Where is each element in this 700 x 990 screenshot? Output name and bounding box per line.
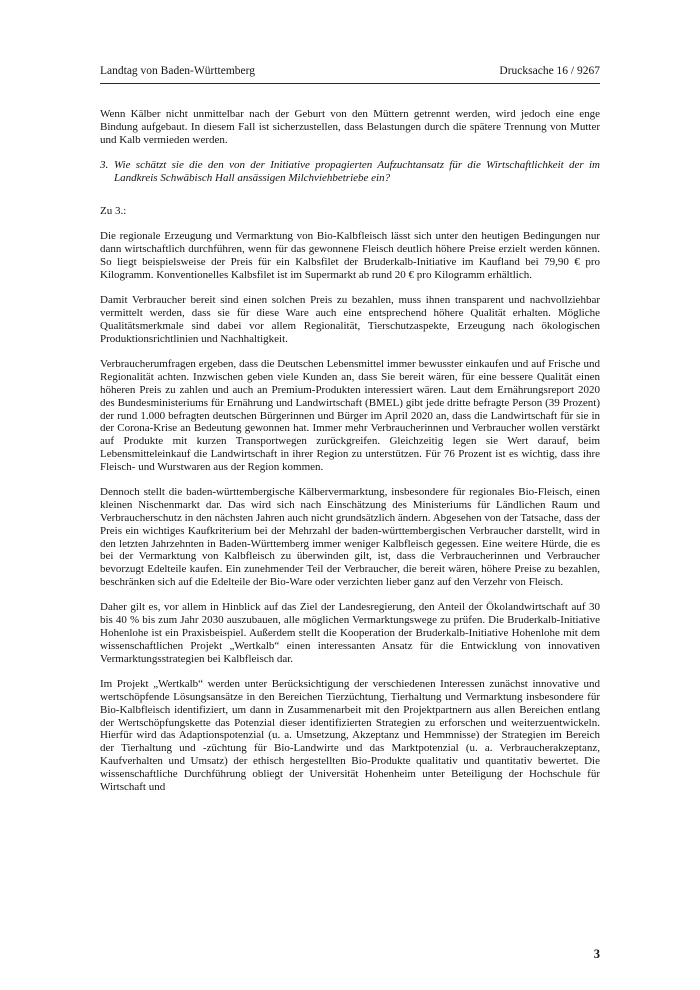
document-body <box>100 108 600 793</box>
question-number: 3. <box>100 159 109 172</box>
page-number: 3 <box>593 947 600 961</box>
body-paragraph: Damit Verbraucher bereit sind einen solchen Preis zu bezahlen, muss ihnen transparent und nachvollziehbar vermittelt werden, dass sie für diese Ware auch eine entsprechend höhere Qualität erhalten. Mögliche Qualitätsmerkmale sind dabei vor allem Regionalität, Tierschutzaspekte, Erzeugung nach ökologischen Produktionsrichtlinien und Nachhaltigkeit. <box>100 294 600 345</box>
body-paragraph: Dennoch stellt die baden-württembergische Kälbervermarktung, insbesondere für regionales Bio-Fleisch, einen kleinen Nischenmarkt dar. Das wird sich nach Einschätzung des Ministeriums für Ländlichen Raum und Verbraucherschutz in den nächsten Jahren auch nicht grundsätzlich ändern. Abgesehen von der Tatsache, dass der Preis ein wichtiges Kaufkriterium bei der Mehrzahl der baden-württembergischen Verbraucher darstellt, wird in den letzten Jahrzehnten in Baden-Württemberg immer weniger Kalbfleisch gegessen. Eine weitere Hürde, die es bei der Vermarktung von Kalbfleisch zu überwinden gilt, ist, dass die Verbraucherinnen und Verbraucher bevorzugt Edelteile kaufen. Ein zunehmender Teil der Verbraucher, die bereit wären, höhere Preise zu bezahlen, beschränken sich auf die Edelteile der Bio-Ware oder verzichten lieber ganz auf den Verzehr von Fleisch. <box>100 486 600 588</box>
page-header <box>100 64 600 84</box>
body-paragraph: Verbraucherumfragen ergeben, dass die Deutschen Lebensmittel immer bewusster einkaufen und auf Frische und Regionalität achten. Inzwischen geben viele Kunden an, dass Sie bereit wären, für eine bessere Qualität einen höheren Preis zu zahlen und auch an Premium-Produkten interessiert wären. Laut dem Ernährungsreport 2020 des Bundesministeriums für Ernährung und Landwirtschaft (BMEL) gibt jede dritte befragte Person (39 Prozent) der rund 1.000 befragten deutschen Bürgerinnen und Bürger im April 2020 an, dass die Landwirtschaft für sie in der Corona-Krise an Bedeutung gewonnen hat. Immer mehr Verbraucherinnen und Verbraucher wollen verstärkt auf Produkte mit kurzen Transportwegen zurückgreifen. Gleichzeitig legen sie Wert darauf, beim Lebensmitteleinkauf die Landwirtschaft in ihrer Region zu unterstützen. Für 76 Prozent ist es wichtig, dass ihre Fleisch- und Wurstwaren aus der Region kommen. <box>100 358 600 473</box>
body-paragraph: Im Projekt „Wertkalb“ werden unter Berücksichtigung der verschiedenen Interessen zunächst innovative und wertschöpfende Lösungsansätze in den Bereichen Tierzüchtung, Tierhaltung und Vermarktung insbesondere für Bio-Kalbfleisch identifiziert, um dann in Zusammenarbeit mit den Projektpartnern aus allen Bereichen entlang der Wertschöpfungskette das Potenzial dieser identifizierten Strategien zu erforschen und weiterzuentwickeln. Hierfür wird das Adaptionspotenzial (u. a. Umsetzung, Akzeptanz und Hemmnisse) der Strategien im Bereich der Tierhaltung und -züchtung für Bio-Landwirte und das Marktpotenzial (u. a. Verbraucherakzeptanz, Kaufverhalten und Umsatz) der ethisch hergestellten Bio-Produkte qualitativ und quantitativ bewertet. Die wissenschaftliche Durchführung obliegt der Universität Hohenheim unter Beteiligung der Hochschule für Wirtschaft und <box>100 678 600 793</box>
answer-label: Zu 3.: <box>100 204 127 217</box>
body-paragraph: Die regionale Erzeugung und Vermarktung von Bio-Kalbfleisch lässt sich unter den heutigen Bedingungen nur dann wirtschaftlich durchführen, wenn für das gewonnene Fleisch deutlich höhere Preise erzielt werden können. So liegt beispielsweise der Preis für ein Kalbsfilet der Bruderkalb-Initiative im Kaufland bei 79,90 € pro Kilogramm. Konventionelles Kalbsfilet ist im Supermarkt ab rund 20 € pro Kilogramm erhältlich. <box>100 230 600 281</box>
intro-paragraph: Wenn Kälber nicht unmittelbar nach der Geburt von den Müttern getrennt werden, wird jedoch eine enge Bindung aufgebaut. In diesem Fall ist sicherzustellen, dass Belastungen durch die spätere Trennung von Mutter und Kalb vermieden werden. <box>100 108 600 146</box>
question-item-3 <box>100 159 600 185</box>
question-text: Wie schätzt sie die den von der Initiative propagierten Aufzuchtansatz für die Wirtschaftlichkeit der im Landkreis Schwäbisch Hall ansässigen Milchviehbetriebe ein? <box>114 159 600 184</box>
body-paragraph: Daher gilt es, vor allem in Hinblick auf das Ziel der Landesregierung, den Anteil der Ökolandwirtschaft auf 30 bis 40 % bis zum Jahr 2030 auszubauen, alle möglichen Vermarktungswege zu prüfen. Die Bruderkalb-Initiative Hohenlohe ist ein Praxisbeispiel. Außerdem stellt die Kooperation der Bruderkalb-Initiative Hohenlohe mit dem wissenschaftlichen Projekt „Wertkalb“ einen interessanten Ansatz für die Entwicklung von innovativen Vermarktungsstrategien bei Kalbfleisch dar. <box>100 601 600 665</box>
header-document-number: Drucksache 16 / 9267 <box>499 65 600 77</box>
header-institution: Landtag von Baden-Württemberg <box>100 65 255 77</box>
